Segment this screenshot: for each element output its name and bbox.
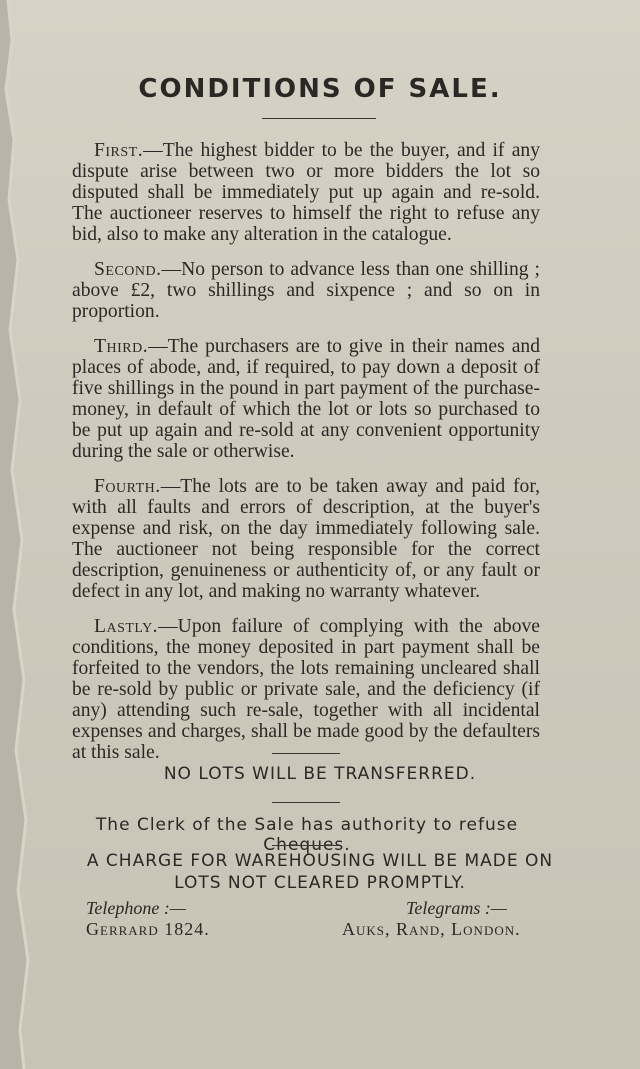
divider: [272, 802, 340, 803]
clause-text: —The lots are to be taken away and paid for, with all faults and errors of description, at the buyer's expense and risk, on the day immediately following sale. The auctioneer not being responsible for the correct description, genuineness or authenticity of, or any fault or defect in any lot, and making no warranty whatever.: [72, 476, 540, 602]
clause-text: —Upon failure of complying with the above conditions, the money deposited in part payment shall be forfeited to the vendors, the lots remaining uncleared shall be re-sold by public or private sale, and the deficiency (if any) attending such re-sale, together with all incidental expenses and charges, shall be made good by the defaulters at this sale.: [72, 616, 540, 763]
title-underline: [262, 118, 376, 119]
warehousing-notice-line2: LOTS NOT CLEARED PROMPTLY.: [174, 873, 466, 893]
no-transfer-notice: NO LOTS WILL BE TRANSFERRED.: [163, 764, 477, 784]
clause-lead: Fourth.: [94, 476, 161, 497]
cheques-notice: The Clerk of the Sale has authority to refuse Cheques.: [95, 815, 519, 855]
clause-lead: First.: [94, 140, 144, 161]
clause-second: [72, 259, 540, 322]
clause-lead: Third.: [94, 336, 149, 357]
telephone-label: Telephone :—: [86, 898, 186, 918]
clause-text: —The purchasers are to give in their names and places of abode, and, if required, to pay down a deposit of five shillings in the pound in part payment of the purchase-money, in default of which the lot or lots so purchased to be put up again and re-sold at any convenient opportunity during the sale or otherwise.: [72, 336, 540, 462]
clause-lead: Lastly.: [94, 616, 159, 637]
conditions-list: [72, 140, 540, 777]
telephone-block: [86, 898, 210, 940]
divider: [272, 753, 340, 754]
clause-third: [72, 336, 540, 462]
warehousing-notice-line1: A CHARGE FOR WAREHOUSING WILL BE MADE ON: [86, 851, 554, 871]
clause-lead: Second.: [94, 259, 162, 280]
telegrams-block: [342, 898, 521, 940]
telegrams-value: Auks, Rand, London.: [342, 919, 521, 939]
clause-first: [72, 140, 540, 245]
telegrams-label: Telegrams :—: [406, 898, 507, 918]
clause-text: —The highest bidder to be the buyer, and if any dispute arise between two or more bidders the lot so disputed shall be immediately put up again and re-sold. The auctioneer reserves to himself the right to refuse any bid, also to make any alteration in the catalogue.: [72, 140, 540, 245]
divider: [272, 845, 340, 846]
clause-fourth: [72, 476, 540, 602]
page-title: CONDITIONS OF SALE.: [138, 74, 502, 104]
telephone-value: Gerrard 1824.: [86, 919, 210, 939]
torn-edge: [0, 0, 70, 1069]
clause-lastly: [72, 616, 540, 763]
clause-text: —No person to advance less than one shilling ; above £2, two shillings and sixpence ; and so on in proportion.: [72, 259, 540, 322]
